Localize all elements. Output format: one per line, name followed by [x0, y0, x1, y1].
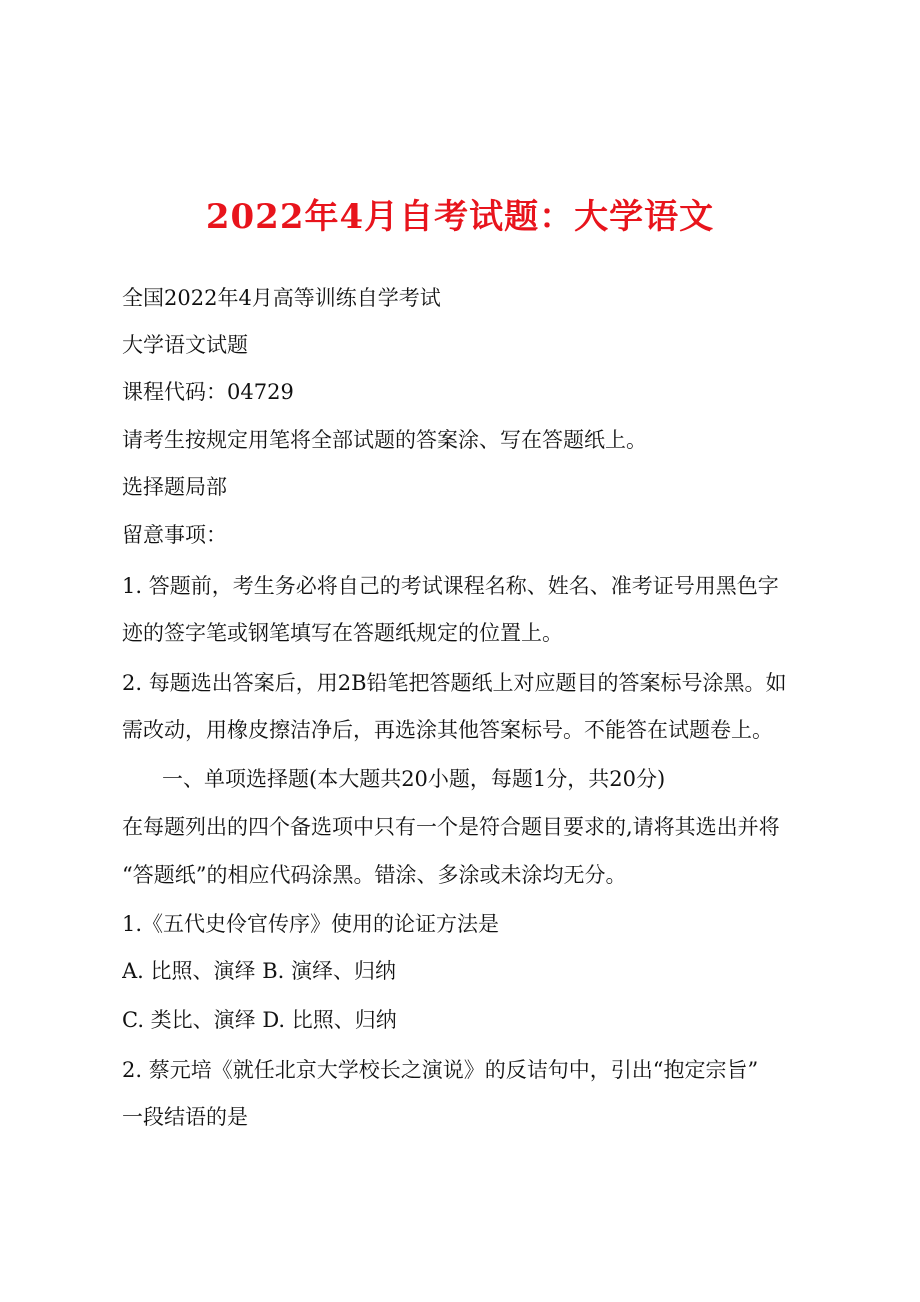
document-title: 2022年4月自考试题：大学语文: [205, 197, 715, 237]
note-2-line-1: 2. 每题选出答案后，用2B铅笔把答题纸上对应题目的答案标号涂黑。如: [122, 671, 787, 695]
question-1-options-ab: A. 比照、演绎 B. 演绎、归纳: [122, 959, 396, 983]
instruction-line: 请考生按规定用笔将全部试题的答案涂、写在答题纸上。: [122, 428, 647, 452]
section-heading: 选择题局部: [122, 475, 227, 499]
part-one-instruction-2: “答题纸”的相应代码涂黑。错涂、多涂或未涂均无分。: [122, 863, 627, 887]
part-one-heading: 一、单项选择题(本大题共20小题，每题1分，共20分): [162, 767, 666, 791]
exam-heading: 全国2022年4月高等训练自学考试: [122, 286, 441, 310]
notes-heading: 留意事项：: [122, 523, 227, 547]
question-1: 1.《五代史伶官传序》使用的论证方法是: [122, 912, 500, 936]
note-1-line-2: 迹的签字笔或钢笔填写在答题纸规定的位置上。: [122, 621, 563, 645]
exam-subject: 大学语文试题: [122, 333, 248, 357]
question-2-line-1: 2. 蔡元培《就任北京大学校长之演说》的反诘句中，引出“抱定宗旨”: [122, 1058, 759, 1082]
question-2-line-2: 一段结语的是: [122, 1105, 248, 1129]
question-1-options-cd: C. 类比、演绎 D. 比照、归纳: [122, 1008, 397, 1032]
note-2-line-2: 需改动，用橡皮擦洁净后，再选涂其他答案标号。不能答在试题卷上。: [122, 718, 773, 742]
part-one-instruction-1: 在每题列出的四个备选项中只有一个是符合题目要求的,请将其选出并将: [122, 815, 780, 839]
note-1-line-1: 1. 答题前，考生务必将自己的考试课程名称、姓名、准考证号用黑色字: [122, 574, 779, 598]
course-code: 课程代码：04729: [122, 380, 294, 404]
